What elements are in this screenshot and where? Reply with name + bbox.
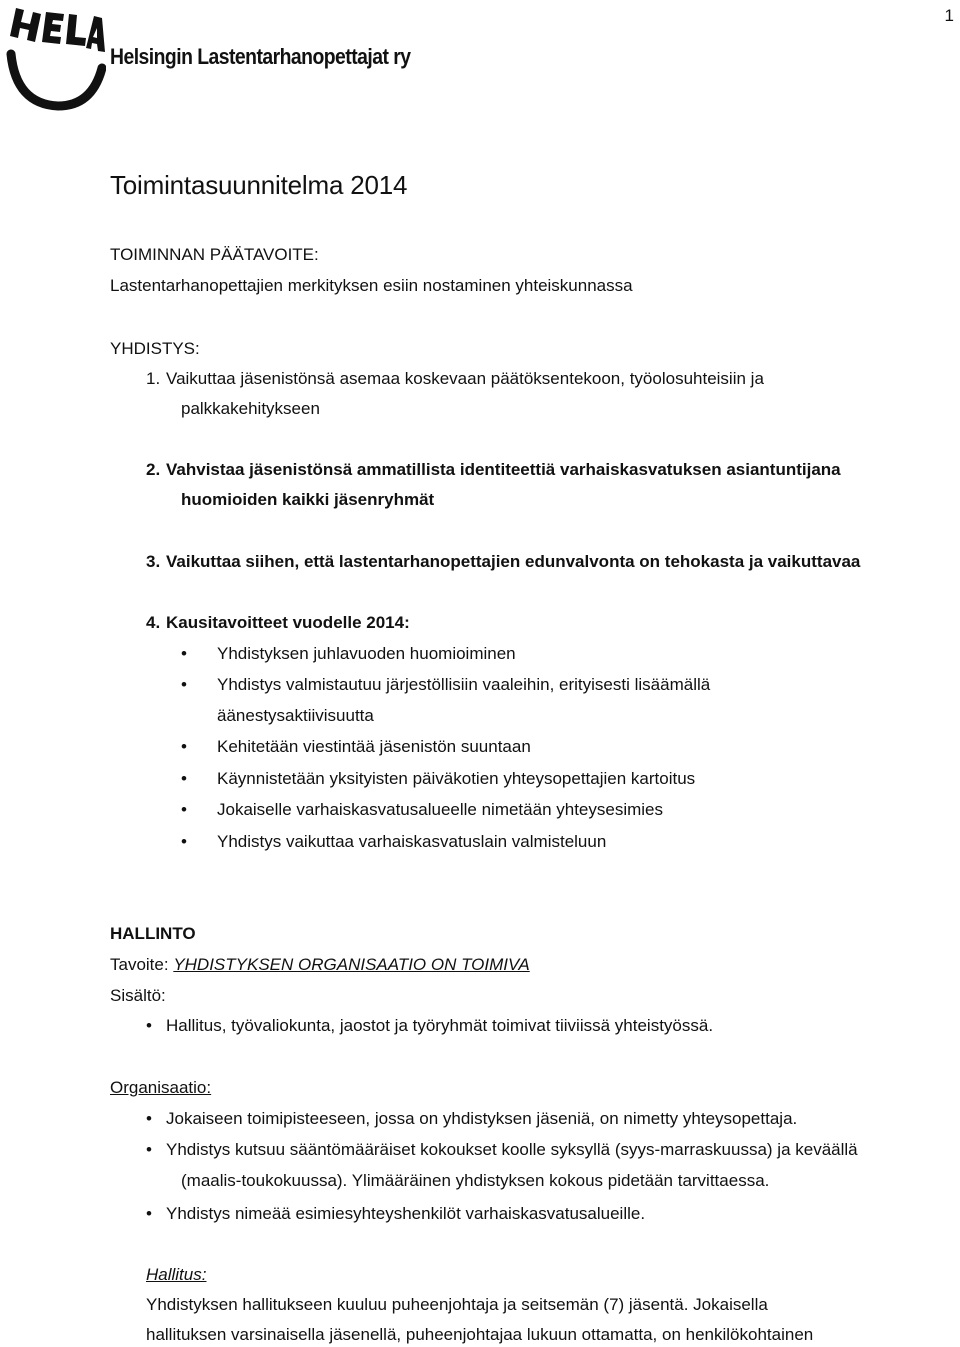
hallitus-heading: Hallitus: — [146, 1265, 207, 1284]
hela-logo — [6, 2, 106, 114]
paragraph-line: hallituksen varsinaisella jäsenellä, puheenjohtajaa lukuun ottamatta, on henkilökohtainen — [146, 1325, 814, 1344]
bullet-text: Yhdistyksen juhlavuoden huomioiminen — [217, 644, 516, 663]
list-number: 4. — [146, 613, 161, 632]
paragraph-line: Yhdistyksen hallitukseen kuuluu puheenjohtaja ja seitsemän (7) jäsentä. Jokaisella — [146, 1295, 768, 1314]
bullet-icon: • — [181, 832, 187, 851]
bullet-text: Yhdistys nimeää esimiesyhteyshenkilöt varhaiskasvatusalueille. — [166, 1204, 646, 1223]
list-item-text: huomioiden kaikki jäsenryhmät — [181, 490, 435, 509]
bullet-icon: • — [181, 737, 187, 756]
hallinto-goal — [110, 955, 530, 975]
bullet-icon: • — [181, 675, 187, 694]
list-number: 3. — [146, 552, 161, 571]
bullet-icon: • — [181, 800, 187, 819]
bullet-text: Jokaiselle varhaiskasvatusalueelle nimetään yhteysesimies — [217, 800, 664, 819]
bullet-icon: • — [146, 1204, 152, 1223]
list-item-text: palkkakehitykseen — [181, 399, 320, 418]
content-label: Sisältö: — [110, 986, 166, 1005]
list-item-text: Vaikuttaa siihen, että lastentarhanopettajien edunvalvonta on tehokasta ja vaikuttavaa — [166, 552, 861, 571]
main-goal-heading: TOIMINNAN PÄÄTAVOITE: — [110, 245, 319, 264]
bullet-text: Yhdistys vaikuttaa varhaiskasvatuslain valmisteluun — [217, 832, 607, 851]
bullet-text: Hallitus, työvaliokunta, jaostot ja työryhmät toimivat tiiviissä yhteistyössä. — [166, 1016, 714, 1035]
goal-text: YHDISTYKSEN ORGANISAATIO ON TOIMIVA — [173, 955, 530, 974]
bullet-icon: • — [146, 1140, 152, 1159]
org-name: Helsingin Lastentarhanopettajat ry — [110, 44, 411, 69]
yhdistys-heading: YHDISTYS: — [110, 339, 200, 358]
goal-label: Tavoite: — [110, 955, 174, 974]
bullet-text: Kehitetään viestintää jäsenistön suuntaan — [217, 737, 531, 756]
bullet-text: Yhdistys kutsuu sääntömääräiset kokoukset koolle syksyllä (syys-marraskuussa) ja keväällä — [166, 1140, 858, 1159]
bullet-icon: • — [181, 644, 187, 663]
hallinto-heading: HALLINTO — [110, 924, 196, 943]
list-item-text: Vaikuttaa jäsenistönsä asemaa koskevaan päätöksentekoon, työolosuhteisiin ja — [166, 369, 764, 388]
bullet-icon: • — [146, 1109, 152, 1128]
list-item-text: Vahvistaa jäsenistönsä ammatillista identiteettiä varhaiskasvatuksen asiantuntijana — [166, 460, 841, 479]
list-number: 1. — [146, 369, 161, 388]
bullet-text: (maalis-toukokuussa). Ylimääräinen yhdistyksen kokous pidetään tarvittaessa. — [181, 1171, 770, 1190]
bullet-text: Käynnistetään yksityisten päiväkotien yhteysopettajien kartoitus — [217, 769, 696, 788]
page-title: Toimintasuunnitelma 2014 — [110, 170, 408, 200]
main-goal-text: Lastentarhanopettajien merkityksen esiin nostaminen yhteiskunnassa — [110, 276, 633, 295]
bullet-icon: • — [146, 1016, 152, 1035]
organisaatio-heading: Organisaatio: — [110, 1078, 212, 1097]
bullet-text: Jokaiseen toimipisteeseen, jossa on yhdistyksen jäseniä, on nimetty yhteysopettaja. — [166, 1109, 798, 1128]
list-number: 2. — [146, 460, 161, 479]
bullet-text: äänestysaktiivisuutta — [217, 706, 374, 725]
bullet-text: Yhdistys valmistautuu järjestöllisiin vaaleihin, erityisesti lisäämällä — [217, 675, 711, 694]
page-number: 1 — [944, 6, 954, 25]
list-item-text: Kausitavoitteet vuodelle 2014: — [166, 613, 410, 632]
bullet-icon: • — [181, 769, 187, 788]
